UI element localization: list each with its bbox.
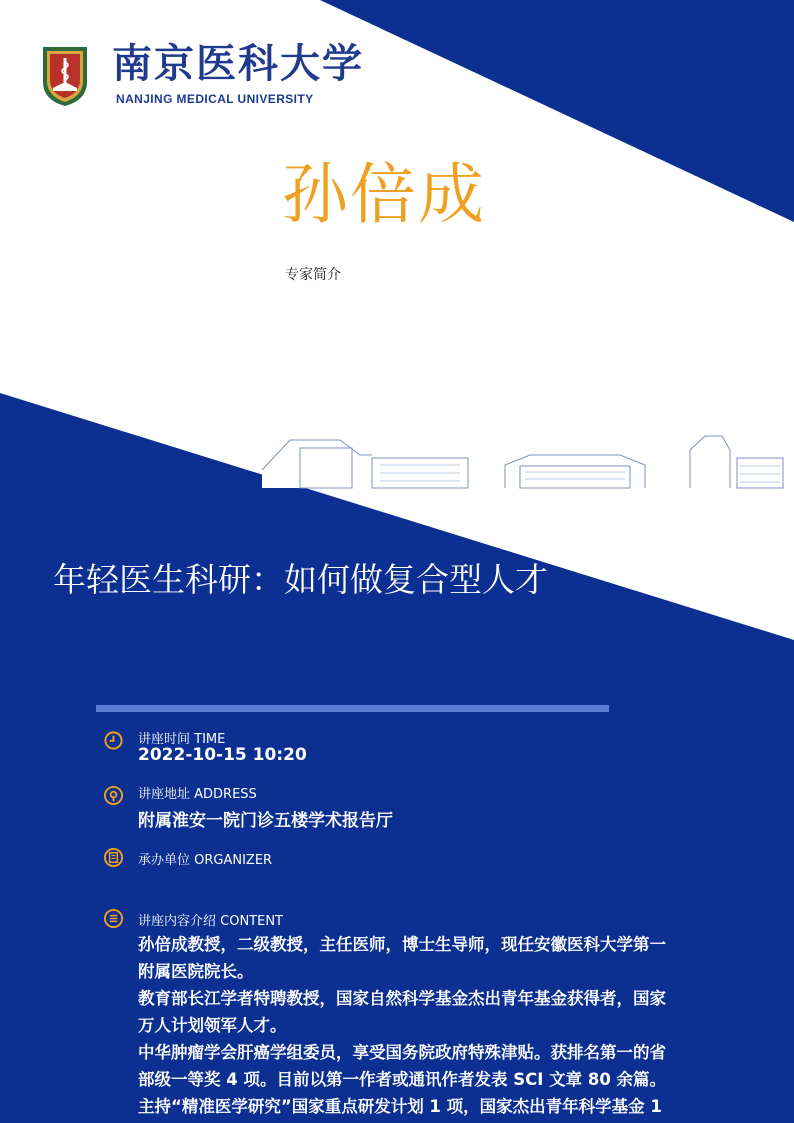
content-line: 万人计划领军人才。: [138, 1016, 287, 1035]
speaker-name: 孙倍成: [282, 156, 486, 233]
content-description: [138, 931, 738, 1116]
university-english-name: NANJING MEDICAL UNIVERSITY: [116, 92, 314, 106]
university-chinese-name: 南京医科大学: [112, 40, 364, 87]
building-icon: [103, 847, 124, 868]
content-line: 孙倍成教授，二级教授，主任医师，博士生导师，现任安徽医科大学第一: [138, 935, 666, 954]
address-label: 讲座地址 ADDRESS: [138, 787, 257, 802]
content-line: 中华肿瘤学会肝癌学组委员，享受国务院政府特殊津贴。获排名第一的省: [138, 1043, 666, 1062]
content-line: 附属医院院长。: [138, 962, 254, 981]
content-label: 讲座内容介绍 CONTENT: [138, 914, 283, 929]
campus-buildings-illustration: [262, 430, 783, 488]
list-icon: [103, 908, 124, 929]
content-line: 教育部长江学者特聘教授，国家自然科学基金杰出青年基金获得者，国家: [138, 989, 666, 1008]
time-label: 讲座时间 TIME: [138, 732, 226, 747]
address-value: 附属淮安一院门诊五楼学术报告厅: [138, 811, 393, 831]
university-emblem-icon: [40, 44, 90, 108]
clock-icon: [103, 730, 124, 751]
content-line: 主持“精准医学研究”国家重点研发计划 1 项，国家杰出青年科学基金 1: [138, 1097, 662, 1116]
title-divider: [96, 705, 609, 712]
lecture-title: 年轻医生科研：如何做复合型人才: [53, 560, 548, 599]
time-value: 2022-10-15 10:20: [138, 745, 307, 765]
content-line: 部级一等奖 4 项。目前以第一作者或通讯作者发表 SCI 文章 80 余篇。: [138, 1070, 667, 1089]
organizer-label: 承办单位 ORGANIZER: [138, 853, 273, 868]
expert-intro-label: 专家简介: [285, 267, 341, 283]
location-pin-icon: [103, 785, 124, 806]
